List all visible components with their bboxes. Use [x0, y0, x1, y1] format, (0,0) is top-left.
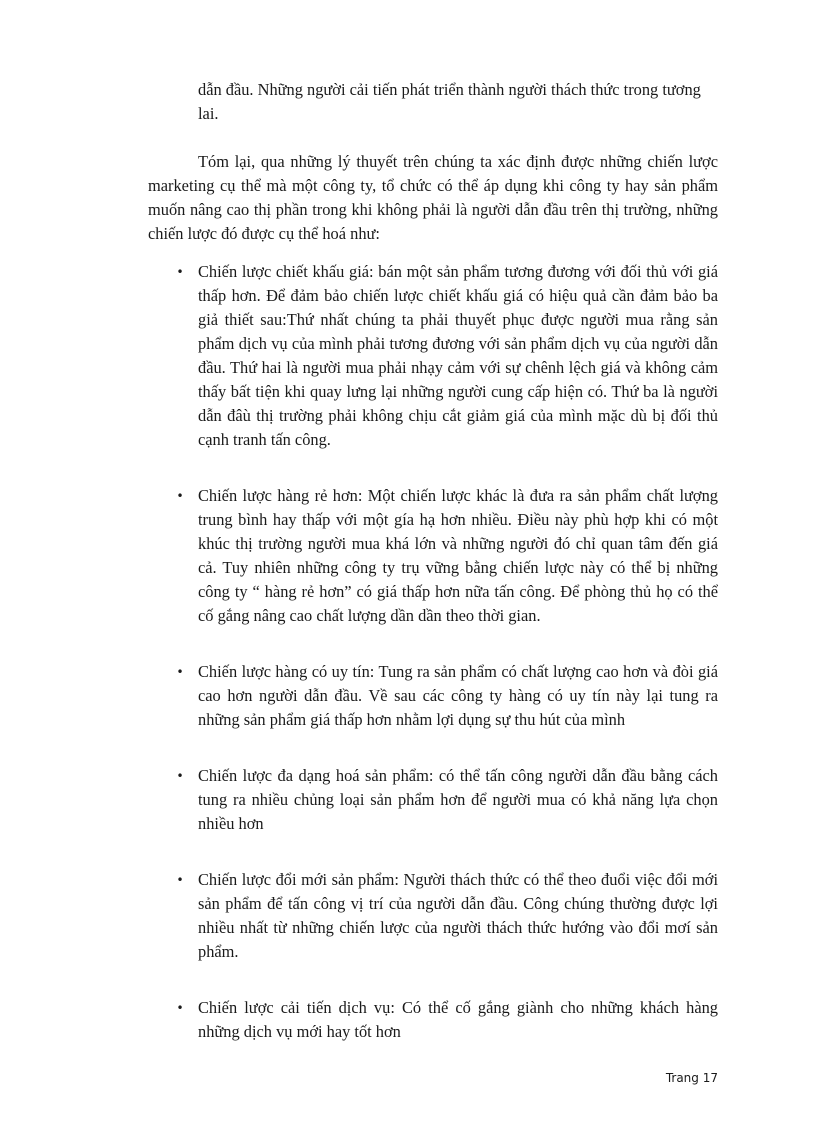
- bullet-dot-icon: •: [176, 769, 184, 783]
- page-number: Trang 17: [665, 1071, 718, 1085]
- bullet-product-proliferation: [176, 764, 718, 836]
- summary-paragraph: Tóm lại, qua những lý thuyết trên chúng ta xác định được những chiến lược marketing cụ thể mà một công ty, tổ chức có thể áp dụng khi công ty hay sản phẩm muốn nâng cao thị phần trong khi không phải là người dẫn đầu trên thị trường, những chiến lược đó được cụ thể hoá như:: [148, 152, 718, 243]
- bullet-text: Chiến lược đa dạng hoá sản phẩm: có thể tấn công người dẫn đầu bằng cách tung ra nhiều chủng loại sản phẩm hơn để người mua có khả năng lựa chọn nhiều hơn: [198, 766, 718, 833]
- continuation-paragraph: dẫn đầu. Những người cải tiến phát triển thành người thách thức trong tương lai.: [198, 80, 701, 123]
- bullet-cheaper-goods: [176, 484, 718, 628]
- bullet-dot-icon: •: [176, 265, 184, 279]
- bullet-service-improvement: [176, 996, 718, 1044]
- bullet-text: Chiến lược đổi mới sản phẩm: Người thách thức có thể theo đuổi việc đổi mới sản phẩm để tấn công vị trí của người dẫn đầu. Công chúng thường được lợi nhiều nhất từ những chiến lược của người thách thức hướng vào đổi mơí sản phẩm.: [198, 870, 718, 961]
- bullet-text: Chiến lược cải tiến dịch vụ: Có thể cố gắng giành cho những khách hàng những dịch vụ mới hay tốt hơn: [198, 998, 718, 1041]
- bullet-discount-pricing: [176, 260, 718, 452]
- bullet-dot-icon: •: [176, 873, 184, 887]
- bullet-text: Chiến lược hàng rẻ hơn: Một chiến lược khác là đưa ra sản phẩm chất lượng trung bình hay thấp với một gía hạ hơn nhiều. Điều này phù hợp khi có một khúc thị trường người mua khá lớn và những người đó chỉ quan tâm đến giá cả. Tuy nhiên những công ty trụ vững bằng chiến lược này có thể bị những công ty “ hàng rẻ hơn” có giá thấp hơn nữa tấn công. Để phòng thủ họ có thể cố gắng nâng cao chất lượng dần dần theo thời gian.: [198, 486, 718, 625]
- bullet-dot-icon: •: [176, 489, 184, 503]
- bullet-text: Chiến lược chiết khấu giá: bán một sản phẩm tương đương với đối thủ với giá thấp hơn. Để đảm bảo chiến lược chiết khấu giá có hiệu quả cần đảm bảo ba giả thiết sau:Thứ nhất chúng ta phải thuyết phục được người mua rằng sản phẩm dịch vụ của mình phải tương đương với sản phẩm dịch vụ của người dẫn đầu. Thứ hai là người mua phải nhạy cảm với sự chênh lệch giá và không cảm thấy bất tiện khi quay lưng lại những người cung cấp hiện có. Thứ ba là người dẫn đâù thị trường phải không chịu cắt giảm giá của mình mặc dù bị đối thủ cạnh tranh tấn công.: [198, 262, 718, 449]
- strategy-bullet-list: [176, 260, 718, 1076]
- bullet-text: Chiến lược hàng có uy tín: Tung ra sản phẩm có chất lượng cao hơn và đòi giá cao hơn người dẫn đầu. Về sau các công ty hàng có uy tín này lại tung ra những sản phẩm giá thấp hơn nhằm lợi dụng sự thu hút của mình: [198, 662, 718, 729]
- bullet-product-innovation: [176, 868, 718, 964]
- bullet-prestige-goods: [176, 660, 718, 732]
- bullet-dot-icon: •: [176, 665, 184, 679]
- bullet-dot-icon: •: [176, 1001, 184, 1015]
